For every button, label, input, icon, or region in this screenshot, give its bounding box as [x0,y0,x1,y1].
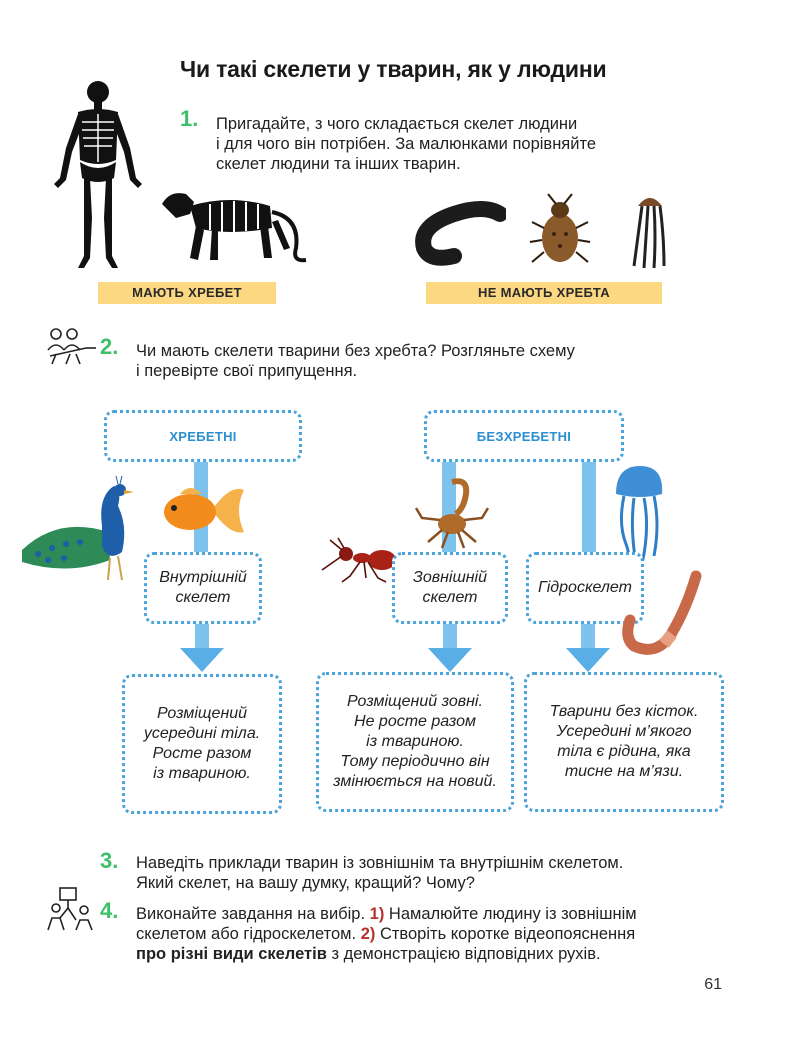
description-line: тіла є рідина, яка [557,743,691,760]
description-line: Тому періодично він [340,753,490,770]
description-line: Усередині м’якого [556,723,692,740]
description-line: тисне на м’язи. [564,763,684,780]
bug-image [528,192,592,268]
down-arrow-icon [428,624,472,674]
task-number: 3. [100,848,119,873]
description-line: Розміщений [156,705,248,722]
task-4-text-part: Намалюйте людину із зовнішнім [388,905,637,923]
task-4-text-part: Створіть коротке відеопояснення [379,925,636,943]
internal-skeleton-box [144,552,262,624]
page-number: 61 [704,976,722,993]
goldfish-image [160,480,246,540]
vertebrates-label: ХРЕБЕТНІ [169,428,237,444]
description-line: усередині тіла. [143,725,261,742]
earthworm-image [620,570,702,662]
task-3-text [136,853,746,893]
peacock-image [18,476,144,584]
task-2-line: і перевірте свої припущення. [136,362,358,380]
hydro-description-box [524,672,724,812]
task-number: 1. [180,106,199,131]
task-4-text-part: з демонстрацією відповідних рухів. [331,945,601,963]
human-skeleton-image [48,78,148,276]
task-4-text-part: скелетом або гідроскелетом. [136,925,357,943]
jellyfish-dark-image [630,192,670,270]
task-1-text [216,114,686,174]
internal-skeleton-label: скелет [175,589,231,606]
description-line: Не росте разом [354,713,476,730]
task-4-bold-text: про різні види скелетів [136,945,327,963]
task-2-line: Чи мають скелети тварини без хребта? Розгляньте схему [136,342,575,360]
description-line: Розміщений зовні. [347,693,483,710]
task-4-text [136,904,736,964]
invertebrates-box [424,410,624,462]
task-number: 4. [100,898,119,923]
external-description-box [316,672,514,812]
description-line: із твариною. [153,765,251,782]
task-4-line [136,924,736,944]
description-line: із твариною. [366,733,464,750]
task-number: 2. [100,334,119,359]
invertebrates-label: БЕЗХРЕБЕТНІ [476,428,572,444]
task-1-line: і для чого він потрібен. За малюнками порівняйте [216,135,597,153]
group-work-icon [46,326,98,368]
description-line: Росте разом [152,745,252,762]
tiger-skeleton-image [160,188,310,276]
leech-image [414,200,506,266]
down-arrow-icon [566,624,610,674]
down-arrow-icon [180,624,224,674]
task-2-text [136,341,676,381]
task-1-line: Пригадайте, з чого складається скелет людини [216,115,578,133]
tag-no-spine: НЕ МАЮТЬ ХРЕБТА [426,282,662,304]
task-4-line [136,904,736,924]
task-3-line: Який скелет, на вашу думку, кращий? Чому? [136,874,475,892]
connector-bar [582,460,596,554]
internal-description-box [122,674,282,814]
hydroskeleton-label: Гідроскелет [538,579,632,596]
page-title: Чи такі скелети у тварин, як у людини [180,56,607,82]
description-line: Тварини без кісток. [549,703,699,720]
tag-have-spine: МАЮТЬ ХРЕБЕТ [98,282,276,304]
scorpion-image [412,478,494,550]
task-4-text-part: Виконайте завдання на вибір. [136,905,366,923]
vertebrates-box [104,410,302,462]
external-skeleton-label: Зовнішній [413,569,487,586]
description-line: змінюється на новий. [333,773,497,790]
task-3-line: Наведіть приклади тварин із зовнішнім та внутрішнім скелетом. [136,854,624,872]
task-4-line [136,944,736,964]
external-skeleton-box [392,552,508,624]
external-skeleton-label: скелет [422,589,478,606]
option-2-marker: 2) [360,925,376,943]
creative-task-icon [46,886,96,932]
task-1-line: скелет людини та інших тварин. [216,155,461,173]
internal-skeleton-label: Внутрішній [159,569,247,586]
option-1-marker: 1) [369,905,385,923]
